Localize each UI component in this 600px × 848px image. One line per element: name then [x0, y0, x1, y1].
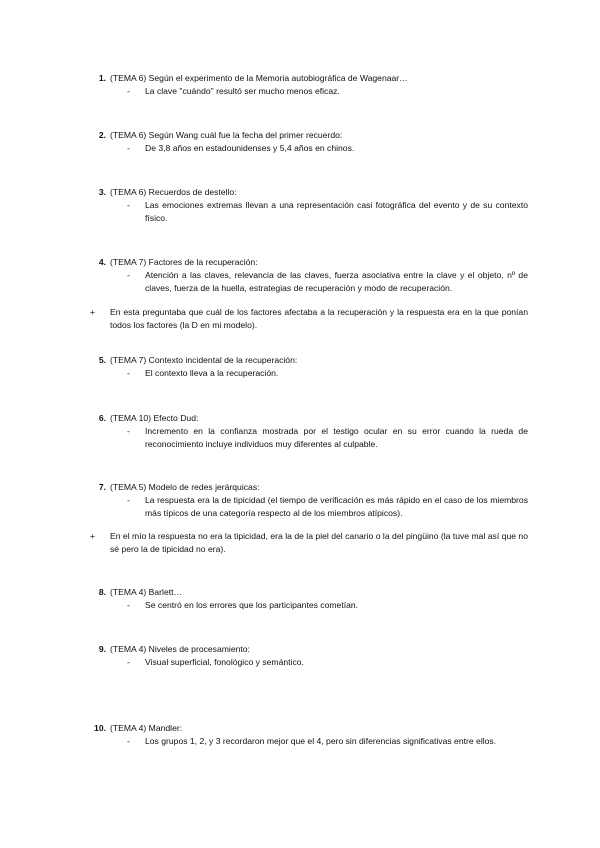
answer-text: Atención a las claves, relevancia de las claves, fuerza asociativa entre la clave y el objeto, nº de claves, fuerza de la huella, estrategias de recuperación y modo de recuperación. — [145, 270, 528, 293]
answer-text: La clave "cuándo" resultó ser mucho menos eficaz. — [145, 86, 340, 96]
question-title: (TEMA 4) Mandler: — [110, 723, 183, 733]
question-title: (TEMA 10) Efecto Dud: — [110, 413, 199, 423]
bullet-dash: - — [127, 600, 130, 610]
question-number: 4. — [98, 257, 106, 267]
question-title: (TEMA 7) Factores de la recuperación: — [110, 257, 258, 267]
question-6 — [0, 412, 600, 451]
answer-text: De 3,8 años en estadounidenses y 5,4 años en chinos. — [145, 143, 355, 153]
bullet-dash: - — [127, 657, 130, 667]
question-number: 5. — [98, 355, 106, 365]
question-number: 2. — [98, 130, 106, 140]
bullet-dash: - — [127, 368, 130, 378]
question-4 — [0, 256, 600, 295]
question-3 — [0, 186, 600, 225]
note-text: En el mío la respuesta no era la tipicidad, era la de la piel del canario o la del pingüino (la tuve mal así que no sé pero la de tipicidad no era). — [110, 531, 528, 554]
question-number: 3. — [98, 187, 106, 197]
answer-text: Incremento en la confianza mostrada por el testigo ocular en su error cuando la rueda de reconocimiento incluye individuos muy diferentes al culpable. — [145, 426, 528, 449]
question-title: (TEMA 7) Contexto incidental de la recuperación: — [110, 355, 298, 365]
bullet-dash: - — [127, 736, 130, 746]
question-2 — [0, 129, 600, 155]
question-number: 9. — [98, 644, 106, 654]
question-1 — [0, 72, 600, 98]
question-number: 7. — [98, 482, 106, 492]
question-title: (TEMA 4) Niveles de procesamiento: — [110, 644, 250, 654]
bullet-dash: - — [127, 270, 130, 280]
question-8 — [0, 586, 600, 612]
answer-text: Los grupos 1, 2, y 3 recordaron mejor que el 4, pero sin diferencias significativas entre ellos. — [145, 736, 497, 746]
question-9 — [0, 643, 600, 669]
question-number: 1. — [98, 73, 106, 83]
question-title: (TEMA 5) Modelo de redes jerárquicas: — [110, 482, 260, 492]
answer-text: La respuesta era la de tipicidad (el tiempo de verificación es más rápido en el caso de los miembros más típicos de una categoría respecto al de los miembros atípicos). — [145, 495, 528, 518]
bullet-dash: - — [127, 200, 130, 210]
question-7 — [0, 481, 600, 520]
bullet-dash: - — [127, 86, 130, 96]
question-title: (TEMA 6) Según Wang cuál fue la fecha del primer recuerdo: — [110, 130, 343, 140]
bullet-dash: - — [127, 426, 130, 436]
note-7 — [0, 530, 600, 556]
answer-text: Las emociones extremas llevan a una representación casi fotográfica del evento y de su contexto físico. — [145, 200, 528, 223]
answer-text: Visual superficial, fonológico y semántico. — [145, 657, 304, 667]
question-number: 6. — [98, 413, 106, 423]
bullet-dash: - — [127, 495, 130, 505]
note-text: En esta preguntaba que cuál de los factores afectaba a la recuperación y la respuesta era en la que ponían todos los factores (la D en mi modelo). — [110, 307, 528, 330]
question-title: (TEMA 6) Según el experimento de la Memoria autobiográfica de Wagenaar… — [110, 73, 408, 83]
question-title: (TEMA 6) Recuerdos de destello: — [110, 187, 237, 197]
question-10 — [0, 722, 600, 748]
answer-text: El contexto lleva a la recuperación. — [145, 368, 279, 378]
question-title: (TEMA 4) Barlett… — [110, 587, 183, 597]
plus-bullet: + — [90, 531, 96, 541]
question-number: 8. — [98, 587, 106, 597]
note-4 — [0, 306, 600, 332]
plus-bullet: + — [90, 307, 96, 317]
question-5 — [0, 354, 600, 380]
answer-text: Se centró en los errores que los participantes cometían. — [145, 600, 359, 610]
question-number: 10. — [94, 723, 106, 733]
bullet-dash: - — [127, 143, 130, 153]
